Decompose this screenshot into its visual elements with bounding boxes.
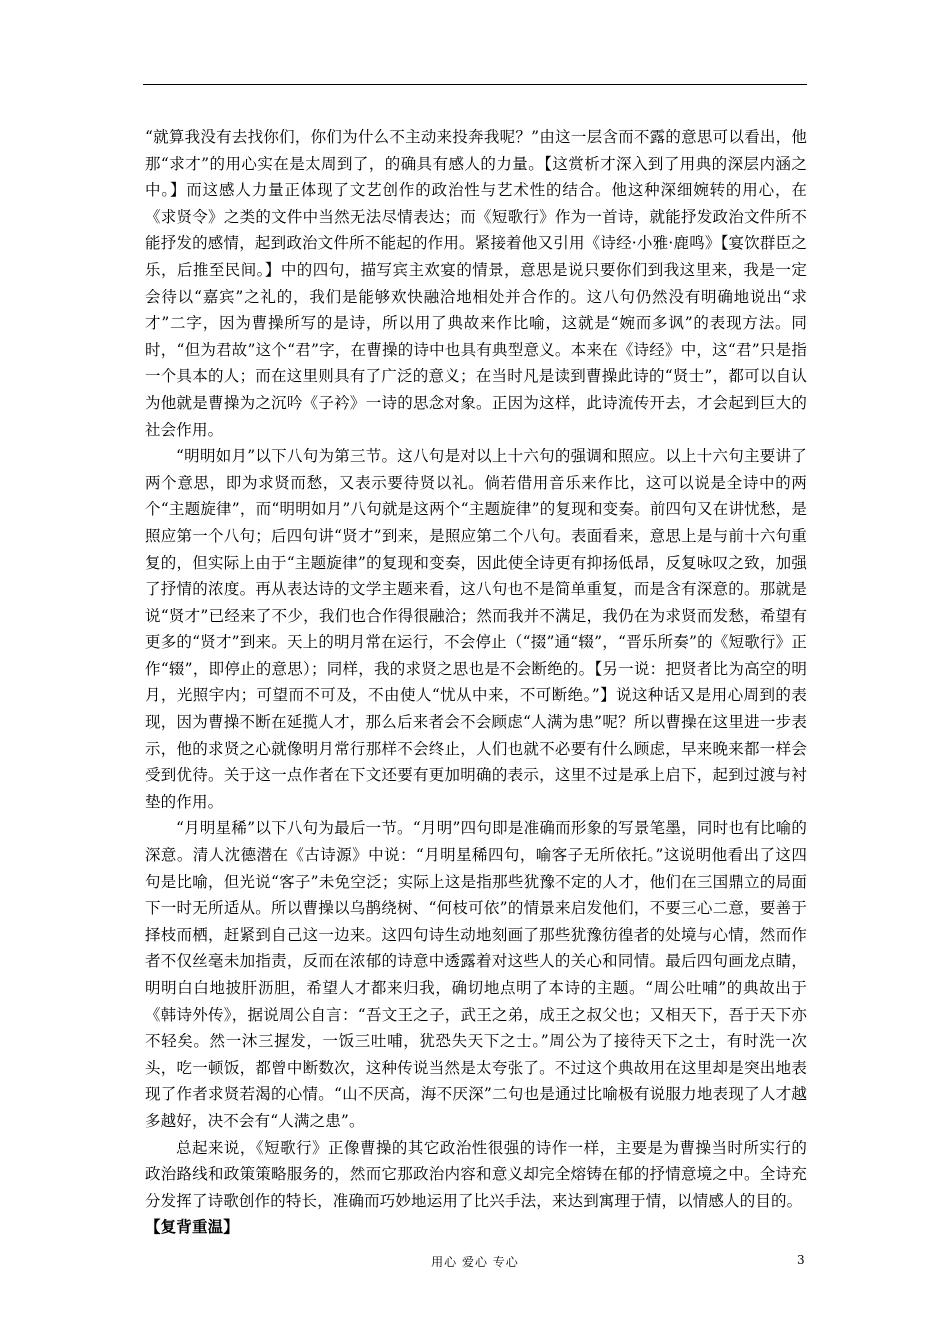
footer-text: 用心 爱心 专心 [431, 1255, 519, 1269]
paragraph: “月明星稀”以下八句为最后一节。“月明”四句即是准确而形象的写景笔墨，同时也有比喻的深意。清人沈德潜在《古诗源》中说：“月明星稀四句，喻客子无所依托。”这说明他看出了这四句是比喻，但光说“客子”未免空泛；实际上这是指那些犹豫不定的人才，他们在三国鼎立的局面下一时无所适从。所以曹操以乌鹊绕树、“何枝可依”的情景来启发他们，不要三心二意，要善于择枝而栖，赶紧到自己这一边来。这四句诗生动地刻画了那些犹豫彷徨者的处境与心情，然而作者不仅丝毫未加指责，反而在浓郁的诗意中透露着对这些人的关心和同情。最后四句画龙点睛，明明白白地披肝沥胆，希望人才都来归我，确切地点明了本诗的主题。“周公吐哺”的典故出于《韩诗外传》，据说周公自言：“吾文王之子，武王之弟，成王之叔父也；又相天下，吾于天下亦不轻矣。然一沐三握发，一饭三吐哺，犹恐失天下之士。”周公为了接待天下之士，有时洗一次头，吃一顿饭，都曾中断数次，这种传说当然是太夸张了。不过这个典故用在这里却是突出地表现了作者求贤若渴的心情。“山不厌高，海不厌深”二句也是通过比喻极有说服力地表现了人才越多越好，决不会有“人满之患”。 [145, 819, 807, 1130]
paragraph: 总起来说，《短歌行》正像曹操的其它政治性很强的诗作一样，主要是为曹操当时所实行的政治路线和政策策略服务的，然而它那政治内容和意义却完全熔铸在郁的抒情意境之中。全诗充分发挥了诗歌创作的特长，准确而巧妙地运用了比兴手法，来达到寓理于情，以情感人的目的。 [145, 1138, 807, 1210]
header-rule [143, 84, 807, 85]
paragraph: “明明如月”以下八句为第三节。这八句是对以上十六句的强调和照应。以上十六句主要讲了两个意思，即为求贤而愁，又表示要待贤以礼。倘若借用音乐来作比，这可以说是全诗中的两个“主题旋律”，而“明明如月”八句就是这两个“主题旋律”的复现和变奏。前四句又在讲忧愁，是照应第一个八句；后四句讲“贤才”到来，是照应第二个八句。表面看来，意思上是与前十六句重复的，但实际上由于“主题旋律”的复现和变奏，因此使全诗更有抑扬低昂，反复咏叹之致，加强了抒情的浓度。再从表达诗的文学主题来看，这八句也不是简单重复，而是含有深意的。那就是说“贤才”已经来了不少，我们也合作得很融洽；然而我并不满足，我仍在为求贤而发愁，希望有更多的“贤才”到来。天上的明月常在运行，不会停止（“掇”通“辍”，“晋乐所奏”的《短歌行》正作“辍”，即停止的意思）；同样，我的求贤之思也是不会断绝的。【另一说：把贤者比为高空的明月，光照宇内；可望而不可及，不由使人“忧从中来，不可断绝。”】说这种话又是用心周到的表现，因为曹操不断在延揽人才，那么后来者会不会顾虑“人满为患”呢？所以曹操在这里进一步表示，他的求贤之心就像明月常行那样不会终止，人们也就不必要有什么顾虑，早来晚来都一样会受到优待。关于这一点作者在下文还要有更加明确的表示，这里不过是承上启下，起到过渡与衬垫的作用。 [145, 447, 807, 811]
document-body [145, 124, 807, 1241]
paragraph: “就算我没有去找你们，你们为什么不主动来投奔我呢？”由这一层含而不露的意思可以看出，他那“求才”的用心实在是太周到了，的确具有感人的力量。【这赏析才深入到了用典的深层内涵之中。】而这感人力量正体现了文艺创作的政治性与艺术性的结合。他这种深细婉转的用心，在《求贤令》之类的文件中当然无法尽情表达；而《短歌行》作为一首诗，就能抒发政治文件所不能抒发的感情，起到政治文件所不能起的作用。紧接着他又引用《诗经·小雅·鹿鸣》【宴饮群臣之乐，后推至民间。】中的四句，描写宾主欢宴的情景，意思是说只要你们到我这里来，我是一定会待以“嘉宾”之礼的，我们是能够欢快融洽地相处并合作的。这八句仍然没有明确地说出“求才”二字，因为曹操所写的是诗，所以用了典故来作比喻，这就是“婉而多讽”的表现方法。同时，“但为君故”这个“君”字，在曹操的诗中也具有典型意义。本来在《诗经》中，这“君”只是指一个具本的人；而在这里则具有了广泛的意义；在当时凡是读到曹操此诗的“贤士”，都可以自认为他就是曹操为之沉吟《子衿》一诗的思念对象。正因为这样，此诗流传开去，才会起到巨大的社会作用。 [145, 128, 807, 439]
page-number: 3 [797, 1253, 805, 1267]
section-heading: 【复背重温】 [145, 1217, 239, 1237]
